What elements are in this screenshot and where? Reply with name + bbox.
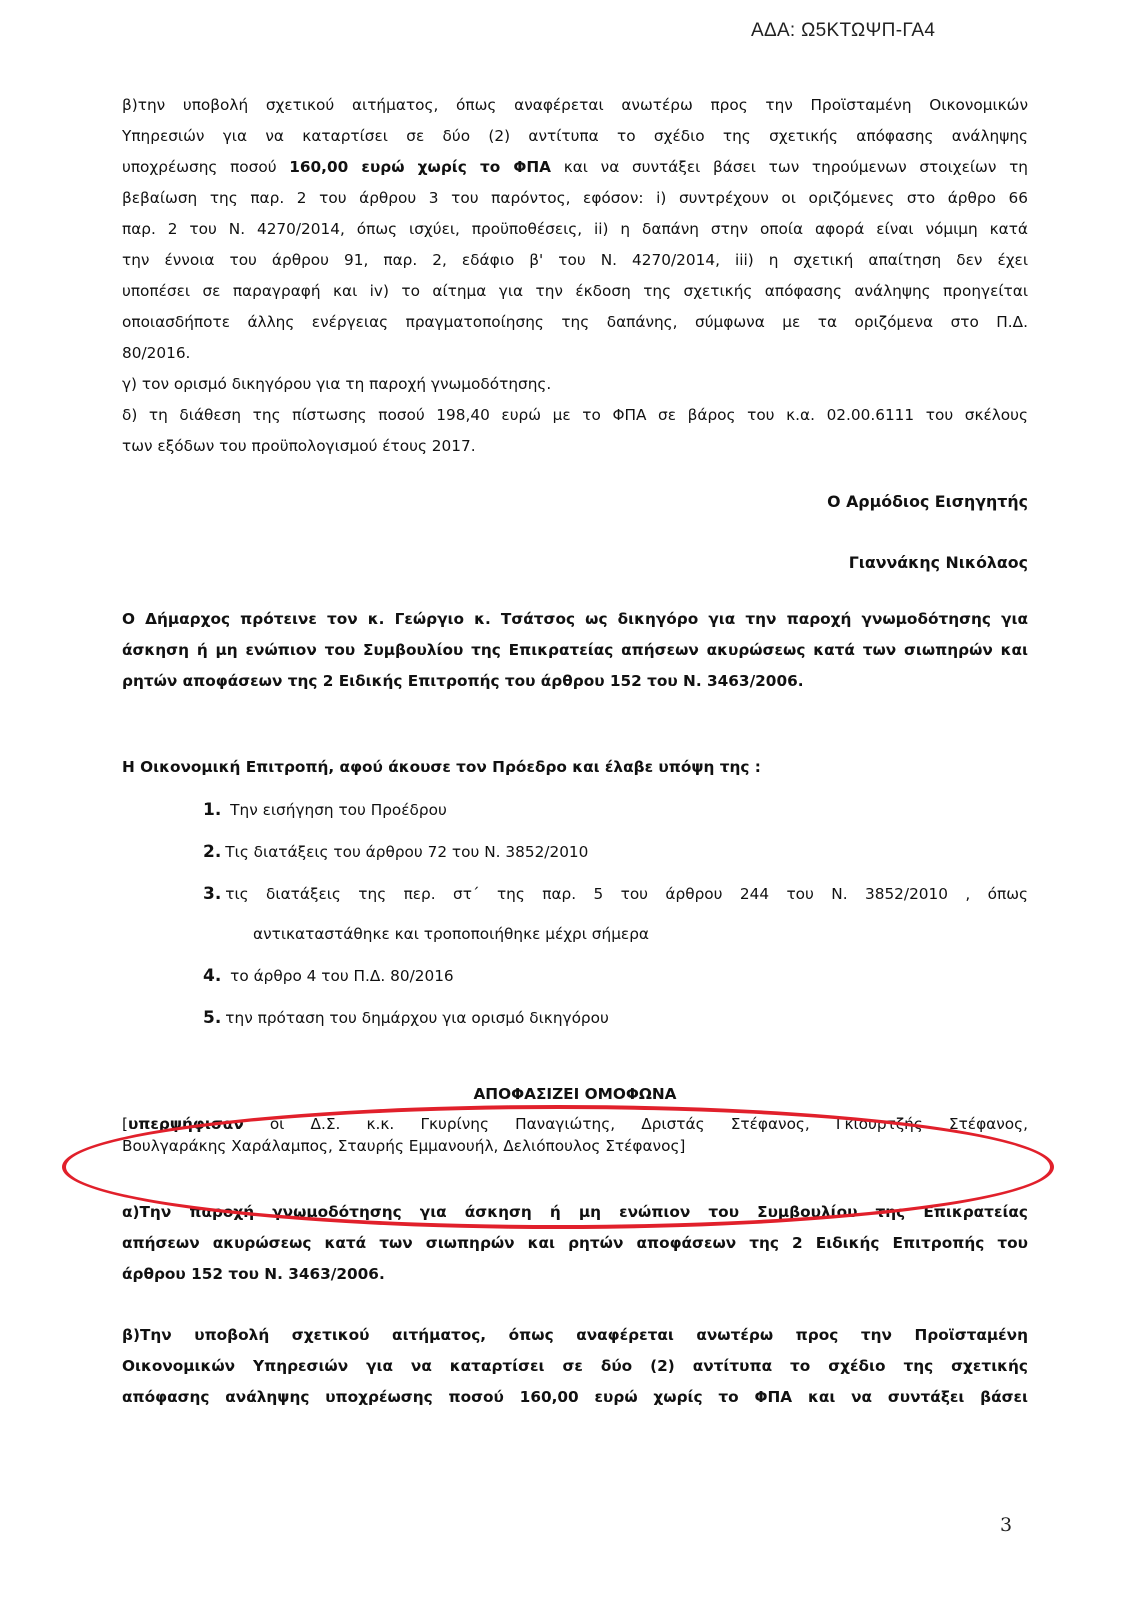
text-line: άσκηση ή μη ενώπιον του Συμβουλίου της Επικρατείας απήσεων ακυρώσεως κατά των σιωπηρών και: [122, 641, 1028, 659]
text-line: απόφασης ανάληψης υποχρέωσης ποσού 160,00 ευρώ χωρίς το ΦΠΑ και να συντάξει βάσει: [122, 1388, 1028, 1406]
bracket-open: [: [122, 1115, 128, 1133]
text-line: ρητών αποφάσεων της 2 Ειδικής Επιτροπής του άρθρου 152 του Ν. 3463/2006.: [122, 672, 804, 690]
list-text: τις διατάξεις της περ. στ΄ της παρ. 5 του άρθρου 244 του Ν. 3852/2010 , όπως: [225, 885, 1028, 903]
text-line: υποπέσει σε παραγραφή και iv) το αίτημα για την έκδοση της σχετικής απόφασης ανάληψης προηγείται: [122, 282, 1028, 300]
text-line: α)Την παροχή γνωμοδότησης για άσκηση ή μη ενώπιον του Συμβουλίου της Επικρατείας: [122, 1203, 1028, 1221]
text-line: 80/2016.: [122, 344, 191, 362]
list-item: [122, 881, 1028, 907]
vote-label: υπερψήφισαν: [127, 1115, 244, 1133]
list-item: [122, 1005, 1028, 1031]
text-line: Ο Δήμαρχος πρότεινε τον κ. Γεώργιο κ. Τσάτσος ως δικηγόρο για την παροχή γνωμοδότησης για: [122, 610, 1028, 628]
list-number: 3.: [203, 884, 222, 904]
list-number: 5.: [203, 1008, 222, 1028]
text-line: των εξόδων του προϋπολογισμού έτους 2017.: [122, 437, 476, 455]
text-line: άρθρου 152 του Ν. 3463/2006.: [122, 1265, 385, 1283]
list-number: 2.: [203, 842, 222, 862]
signature-role: Ο Αρμόδιος Εισηγητής: [827, 492, 1028, 511]
list-text: την πρόταση του δημάρχου για ορισμό δικηγόρου: [225, 1009, 609, 1027]
text-line: οποιασδήποτε άλλης ενέργειας πραγματοποίησης της δαπάνης, σύμφωνα με τα οριζόμενα στο Π.Δ.: [122, 313, 1028, 331]
page-number: 3: [1000, 1514, 1013, 1536]
amount-bold: 160,00 ευρώ χωρίς το ΦΠΑ: [289, 158, 552, 176]
list-item: [122, 963, 1028, 989]
text-span: οι Δ.Σ. κ.κ. Γκυρίνης Παναγιώτης, Δριστάς Στέφανος, Γκιουρτζής Στέφανος,: [243, 1115, 1028, 1133]
text-line: απήσεων ακυρώσεως κατά των σιωπηρών και ρητών αποφάσεων της 2 Ειδικής Επιτροπής του: [122, 1234, 1028, 1252]
list-item: [122, 839, 1028, 865]
text-line: βεβαίωση της παρ. 2 του άρθρου 3 του παρόντος, εφόσον: i) συντρέχουν οι οριζόμενες στο άρθρο 66: [122, 189, 1028, 207]
paragraph-c: γ) τον ορισμό δικηγόρου για τη παροχή γνωμοδότησης.: [122, 375, 552, 393]
list-text: Την εισήγηση του Προέδρου: [225, 801, 447, 819]
red-ellipse-annotation: [62, 1105, 1054, 1229]
text-line: Υπηρεσιών για να καταρτίσει σε δύο (2) αντίτυπα το σχέδιο της σχετικής απόφασης ανάληψης: [122, 127, 1028, 145]
text-line: Βουλγαράκης Χαράλαμπος, Σταυρής Εμμανουήλ, Δελιόπουλος Στέφανος]: [122, 1137, 686, 1155]
considerations-list: [122, 797, 1028, 1031]
text-line: Οικονομικών Υπηρεσιών για να καταρτίσει σε δύο (2) αντίτυπα το σχέδιο της σχετικής: [122, 1357, 1028, 1375]
text-line: δ) τη διάθεση της πίστωσης ποσού 198,40 ευρώ με το ΦΠΑ σε βάρος του κ.α. 02.00.6111 του σκέλους: [122, 406, 1028, 424]
committee-intro: Η Οικονομική Επιτροπή, αφού άκουσε τον Πρόεδρο και έλαβε υπόψη της :: [122, 758, 761, 776]
text-line: [122, 152, 1028, 183]
list-text: Τις διατάξεις του άρθρου 72 του Ν. 3852/2010: [225, 843, 589, 861]
paragraph-b: [122, 90, 1028, 369]
decision-b: [122, 1320, 1028, 1413]
mayor-proposal: [122, 604, 1028, 697]
decision-title: ΑΠΟΦΑΣΙΖΕΙ ΟΜΟΦΩΝΑ: [473, 1085, 677, 1103]
paragraph-d: [122, 400, 1028, 462]
list-number: 1.: [203, 800, 222, 820]
list-number: 4.: [203, 966, 222, 986]
list-item: [122, 797, 1028, 823]
list-text: το άρθρο 4 του Π.Δ. 80/2016: [225, 967, 454, 985]
text-line: β)την υποβολή σχετικού αιτήματος, όπως αναφέρεται ανωτέρω προς την Προϊσταμένη Οικονομικών: [122, 96, 1028, 114]
list-item-continuation: αντικαταστάθηκε και τροποποιήθηκε μέχρι σήμερα: [253, 925, 649, 943]
text-line: την έννοια του άρθρου 91, παρ. 2, εδάφιο β' του Ν. 4270/2014, iii) η σχετική απαίτηση δεν έχει: [122, 251, 1028, 269]
ada-code: ΑΔΑ: Ω5ΚΤΩΨΠ-ΓΑ4: [751, 20, 936, 41]
text-span: υποχρέωσης ποσού: [122, 158, 290, 176]
text-span: και να συντάξει βάσει των τηρούμενων στοιχείων τη: [551, 158, 1028, 176]
signature-name: Γιαννάκης Νικόλαος: [848, 553, 1028, 572]
text-line: παρ. 2 του Ν. 4270/2014, όπως ισχύει, προϋποθέσεις, ii) η δαπάνη στην οποία αφορά είναι νόμιμη κατά: [122, 220, 1028, 238]
text-line: β)Την υποβολή σχετικού αιτήματος, όπως αναφέρεται ανωτέρω προς την Προϊσταμένη: [122, 1326, 1028, 1344]
